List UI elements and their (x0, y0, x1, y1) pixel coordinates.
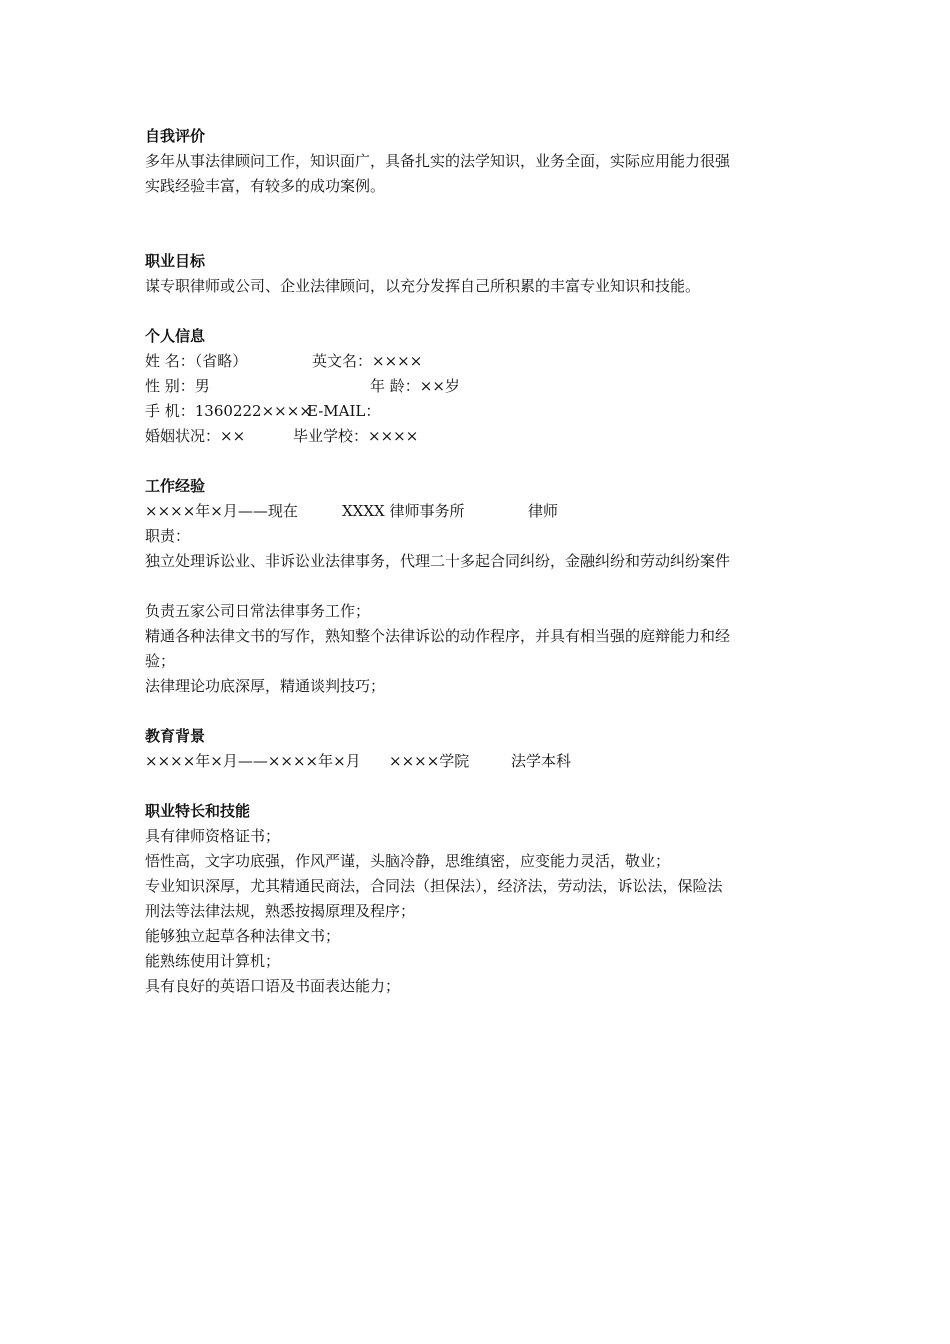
age-field: 年 龄：××岁 (370, 377, 460, 395)
work-duty-label: 职责： (145, 527, 191, 545)
work-duty-line: 独立处理诉讼业、非诉讼业法律事务，代理二十多起合同纠纷，金融纠纷和劳动纠纷案件 (145, 552, 731, 570)
career-goal-text: 谋专职律师或公司、企业法律顾问，以充分发挥自己所积累的丰富专业知识和技能。 (145, 277, 701, 295)
career-goal-heading: 职业目标 (145, 252, 206, 270)
work-experience-heading: 工作经验 (145, 477, 206, 495)
english-name-field: 英文名：×××× (312, 352, 423, 370)
self-evaluation-line: 实践经验丰富，有较多的成功案例。 (145, 177, 386, 195)
work-period: ××××年×月——现在 (145, 502, 298, 520)
name-field: 姓 名：（省略） (145, 352, 248, 370)
work-experience-section (145, 474, 825, 699)
work-duty-line: 验； (145, 652, 176, 670)
skill-item: 刑法等法律法规，熟悉按揭原理及程序； (145, 902, 416, 920)
phone-field: 手 机：1360222×××× (145, 402, 312, 420)
resume-page (145, 124, 825, 999)
career-goal-section (145, 249, 825, 299)
skills-section (145, 799, 825, 999)
work-title: 律师 (528, 502, 559, 520)
personal-row-marital (145, 424, 825, 449)
work-entry (145, 499, 825, 524)
marital-field: 婚姻状况：×× (145, 427, 246, 445)
education-entry (145, 749, 825, 774)
work-duty-line: 法律理论功底深厚，精通谈判技巧； (145, 677, 386, 695)
education-degree: 法学本科 (511, 752, 572, 770)
personal-row-name (145, 349, 825, 374)
education-period: ××××年×月——××××年×月 (145, 752, 361, 770)
email-field: E-MAIL： (307, 402, 381, 420)
skill-item: 能够独立起草各种法律文书； (145, 927, 341, 945)
personal-info-section (145, 324, 825, 449)
work-duty-line: 负责五家公司日常法律事务工作； (145, 602, 371, 620)
school-field: 毕业学校：×××× (293, 427, 419, 445)
personal-row-contact (145, 399, 825, 424)
work-duty-line: 精通各种法律文书的写作，熟知整个法律诉讼的动作程序，并具有相当强的庭辩能力和经 (145, 627, 731, 645)
skill-item: 具有律师资格证书； (145, 827, 281, 845)
skill-item: 能熟练使用计算机； (145, 952, 281, 970)
skill-item: 具有良好的英语口语及书面表达能力； (145, 977, 401, 995)
self-evaluation-section (145, 124, 825, 199)
education-heading: 教育背景 (145, 727, 206, 745)
personal-info-heading: 个人信息 (145, 327, 206, 345)
skill-item: 专业知识深厚，尤其精通民商法，合同法（担保法），经济法，劳动法，诉讼法，保险法 (145, 877, 723, 895)
self-evaluation-line: 多年从事法律顾问工作，知识面广，具备扎实的法学知识，业务全面，实际应用能力很强 (145, 152, 731, 170)
skills-heading: 职业特长和技能 (145, 802, 251, 820)
self-evaluation-heading: 自我评价 (145, 127, 206, 145)
gender-field: 性 别：男 (145, 377, 210, 395)
education-section (145, 724, 825, 774)
personal-row-gender (145, 374, 825, 399)
skill-item: 悟性高，文字功底强，作风严谨，头脑冷静，思维缜密，应变能力灵活，敬业； (145, 852, 671, 870)
work-firm: XXXX 律师事务所 (342, 502, 465, 520)
education-school: ××××学院 (389, 752, 470, 770)
